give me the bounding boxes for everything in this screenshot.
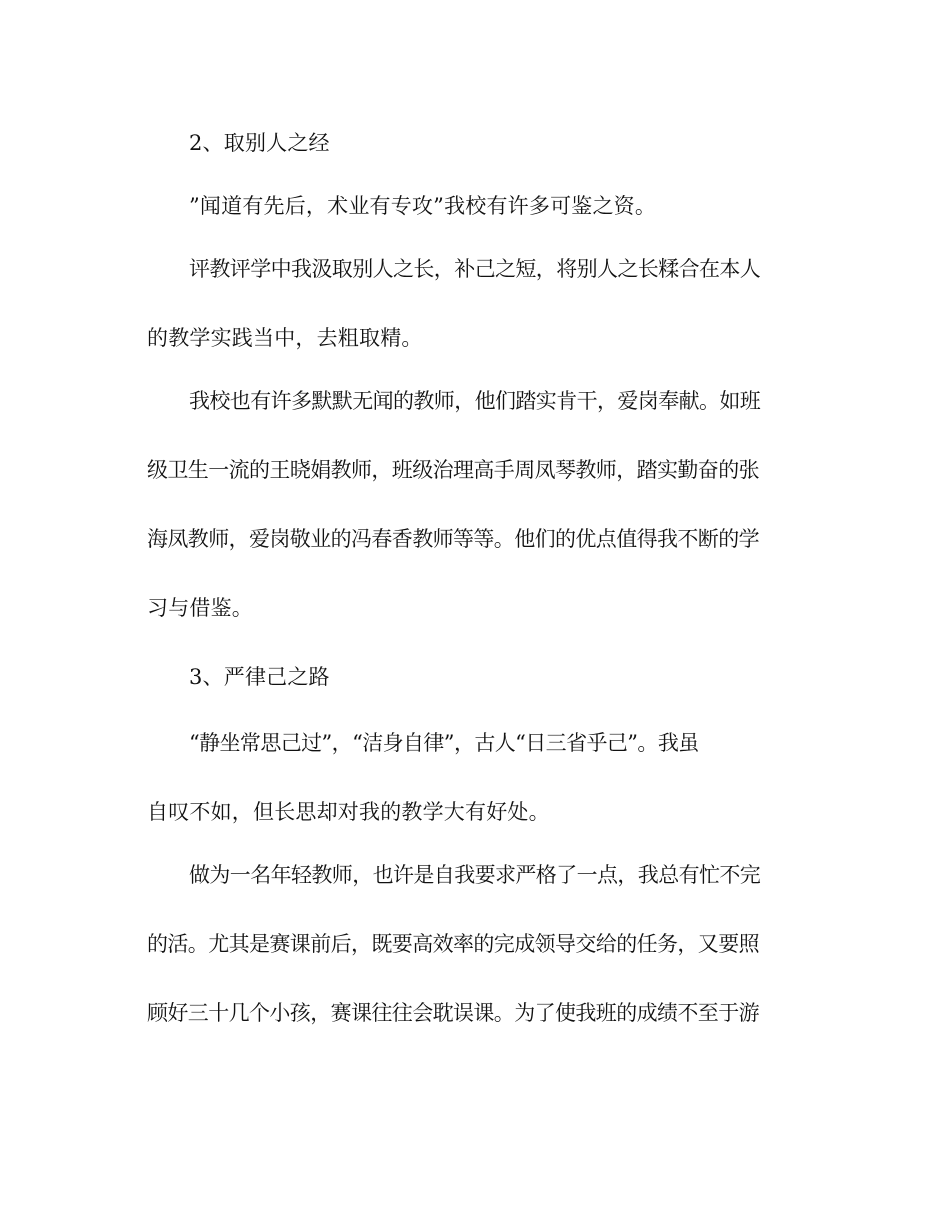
paragraph-line: 顾好三十几个小孩，赛课往往会耽误课。为了使我班的成绩不至于游	[147, 1001, 759, 1025]
paragraph-line: 评教评学中我汲取别人之长，补己之短，将别人之长糅合在本人	[189, 257, 761, 281]
paragraph-line: 做为一名年轻教师，也许是自我要求严格了一点，我总有忙不完	[189, 863, 761, 887]
paragraph-line: 的教学实践当中，去粗取精。	[147, 326, 423, 350]
paragraph-line: “静坐常思己过”，“洁身自律”，古人“日三省乎己”。我虽	[189, 731, 699, 755]
paragraph-line: 的活。尤其是赛课前后，既要高效率的完成领导交给的任务，又要照	[147, 932, 759, 956]
paragraph-line: ”闻道有先后，术业有专攻”我校有许多可鉴之资。	[189, 194, 657, 218]
paragraph-line: 海凤教师，爱岗敬业的冯春香教师等等。他们的优点值得我不断的学	[147, 527, 759, 551]
paragraph-line: 我校也有许多默默无闻的教师，他们踏实肯干，爱岗奉献。如班	[189, 389, 761, 413]
paragraph-line: 习与借鉴。	[147, 596, 253, 620]
section-heading-3: 3、严律己之路	[189, 665, 330, 689]
paragraph-line: 级卫生一流的王晓娟教师，班级治理高手周凤琴教师，踏实勤奋的张	[147, 458, 759, 482]
paragraph-line: 自叹不如，但长思却对我的教学大有好处。	[147, 800, 550, 824]
section-heading-2: 2、取别人之经	[189, 131, 330, 155]
